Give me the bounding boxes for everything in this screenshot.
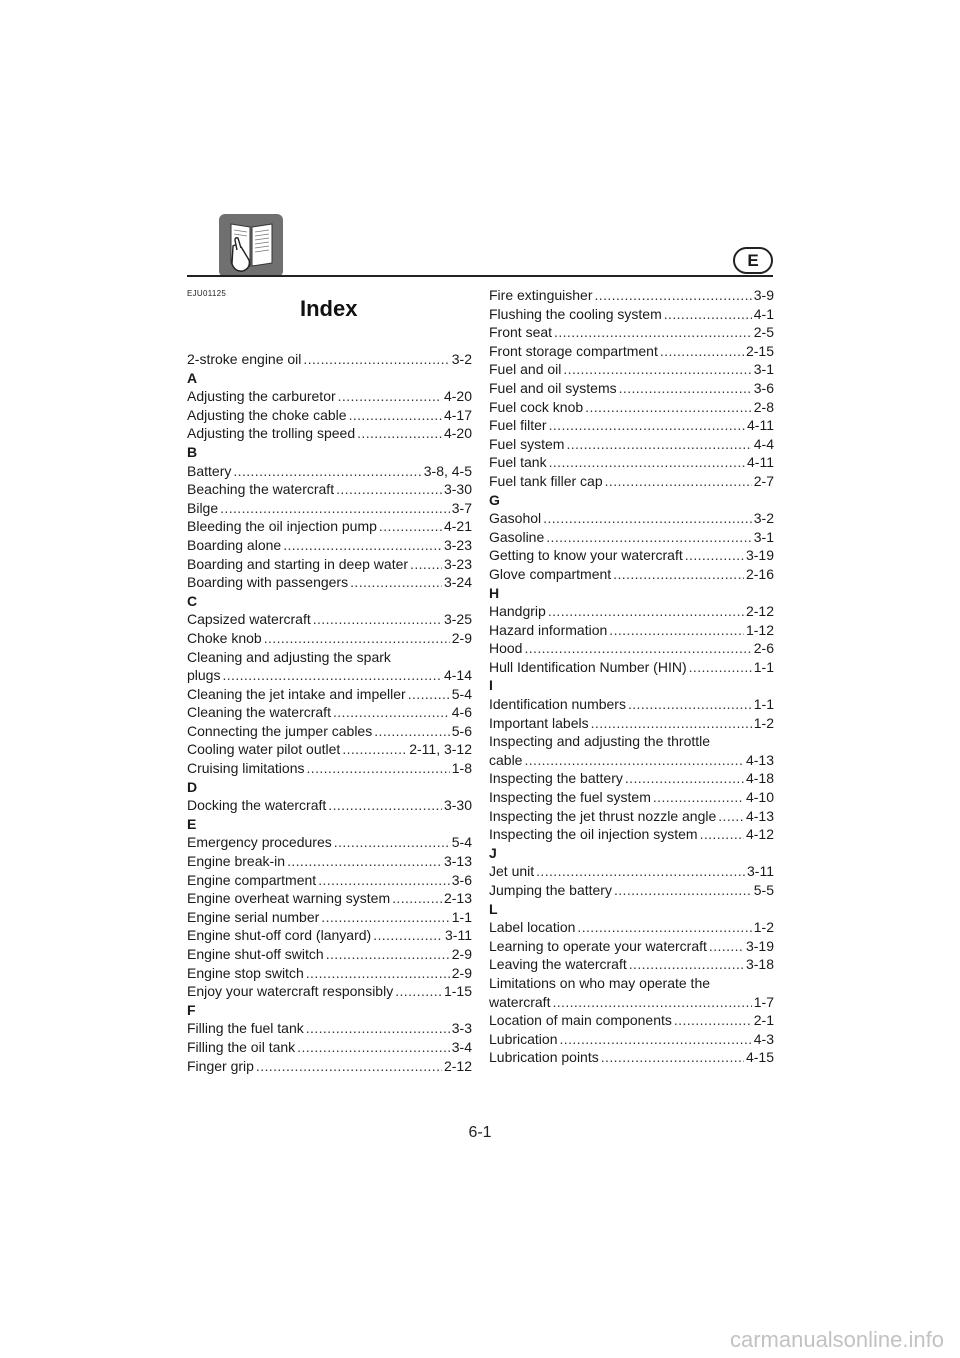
dot-leader [338,387,442,406]
index-entry-title: Capsized watercraft [187,611,311,628]
index-entry-title: Identification numbers [489,696,626,713]
index-entry-page: 4-15 [745,1049,774,1066]
index-entry-page: 1-2 [753,919,774,936]
dot-leader [336,480,442,499]
index-entry [489,658,774,677]
index-entry-page: 3-6 [451,871,472,888]
index-entry [187,573,472,592]
dot-leader [379,517,442,536]
index-entry [187,703,472,722]
index-entry [187,424,472,443]
dot-leader [524,751,744,770]
dot-leader [328,796,442,815]
index-entry-title: Lubrication [489,1030,558,1047]
dot-leader [357,424,442,443]
dot-leader [392,889,442,908]
index-entry [187,926,472,945]
dot-leader [318,871,450,890]
dot-leader [222,666,442,685]
section-code: EJU01125 [187,289,227,298]
index-entry-title: Adjusting the choke cable [187,406,347,423]
index-entry-title: Boarding alone [187,536,282,553]
dot-leader [660,342,744,361]
dot-leader [689,658,752,677]
index-entry-title: cable [489,751,523,768]
index-entry-title: Cruising limitations [187,760,305,777]
index-entry-title: Fuel and oil systems [489,379,617,396]
index-entry [187,499,472,518]
index-entry [187,480,472,499]
index-entry [489,621,774,640]
index-entry-title: Filling the fuel tank [187,1020,304,1037]
dot-leader [601,1048,744,1067]
index-entry-page: 1-1 [753,696,774,713]
dot-leader [577,918,751,937]
index-entry-title: Hull Identification Number (HIN) [489,658,687,675]
index-entry [489,714,774,733]
index-entry-title: Label location [489,919,576,936]
dot-leader [549,416,745,435]
dot-leader [625,769,744,788]
index-letter-heading: B [187,443,198,460]
dot-leader [591,714,752,733]
index-entry-page: 4-13 [745,807,774,824]
index-entry [489,602,774,621]
index-entry-page: 3-23 [443,555,472,572]
dot-leader [549,453,745,472]
index-entry-page: 2-15 [745,342,774,359]
index-entry-page: 4-11 [747,417,774,434]
dot-leader [605,472,752,491]
index-entry [489,528,774,547]
index-entry [187,852,472,871]
index-entry [187,610,472,629]
page-number: 6-1 [468,1124,492,1141]
index-entry-page: 3-9 [753,287,774,303]
index-entry [187,462,472,481]
index-entry-page: 3-8, 4-5 [423,462,472,479]
index-entry [489,862,774,881]
dot-leader [287,852,442,871]
manual-hand-icon [219,214,283,277]
watermark: carmanualsonline.info [729,1327,944,1352]
index-entry [187,833,472,852]
index-entry [489,881,774,900]
index-entry-title: Emergency procedures [187,834,332,851]
index-entry-page: 2-12 [443,1057,472,1074]
index-entry-title: Inspecting the oil injection system [489,826,698,843]
index-letter-heading: D [187,778,198,795]
index-entry-title: Connecting the jumper cables [187,722,373,739]
dot-leader [333,703,450,722]
index-entry-title: Bilge [187,499,219,516]
index-entry-page: 3-30 [443,481,472,498]
index-entry-title: Adjusting the trolling speed [187,425,356,442]
index-entry [489,1030,774,1049]
dot-leader [313,610,442,629]
index-entry-page: 4-10 [745,789,774,806]
language-badge: E [733,247,773,274]
index-entry [187,536,472,555]
index-entry-title: Engine serial number [187,908,320,925]
index-entry-page: 2-6 [753,640,774,657]
index-entry [187,722,472,741]
dot-leader [560,1030,752,1049]
index-entry-title: Engine break-in [187,853,286,870]
index-entry-title: Hood [489,640,523,657]
index-entry [187,964,472,983]
index-entry-title: Inspecting the fuel system [489,789,651,806]
index-entry [489,323,774,342]
index-letter-heading: G [489,491,500,508]
index-entry-title: Leaving the watercraft [489,956,627,973]
index-entry [489,825,774,844]
dot-leader [536,862,745,881]
index-entry-title: Fuel and oil [489,361,562,378]
dot-leader [613,565,744,584]
index-entry [187,685,472,704]
dot-leader [653,788,744,807]
index-entry [187,871,472,890]
index-entry-title: Inspecting the battery [489,770,623,787]
index-entry [187,908,472,927]
index-entry-page: 2-9 [451,964,472,981]
index-letter-heading: A [187,369,198,386]
index-entry [187,740,472,759]
dot-leader [552,993,751,1012]
index-entry-page: 3-1 [753,528,774,545]
index-entry [187,1038,472,1057]
index-entry-page: 4-6 [451,704,472,721]
index-entry-page: 2-9 [451,946,472,962]
index-entry-page: 2-16 [745,565,774,582]
index-entry [489,379,774,398]
index-entry-page: 4-11 [747,454,774,471]
index-entry-page: 3-7 [451,499,472,516]
dot-leader [595,286,752,305]
index-entry-title: watercraft [489,993,551,1010]
index-entry-page: 3-11 [747,863,774,880]
dot-leader [233,462,421,481]
index-entry-page: 3-1 [753,361,774,378]
index-entry-page: 3-2 [451,351,472,367]
dot-leader [629,955,744,974]
index-entry-page: 1-8 [451,760,472,777]
index-entry-text: Limitations on who may operate the [489,974,711,991]
index-entry [489,546,774,565]
dot-leader [395,982,442,1001]
dot-leader [619,379,752,398]
index-entry [489,416,774,435]
index-entry-title: Engine overheat warning system [187,890,391,907]
index-entry [187,629,472,648]
index-entry-page: 3-4 [451,1038,472,1055]
index-entry-title: Engine shut-off cord (lanyard) [187,927,372,944]
index-letter-heading: E [187,815,197,832]
index-entry-title: Fuel tank filler cap [489,472,603,489]
index-entry-title: Getting to know your watercraft [489,547,683,564]
index-entry-title: Engine stop switch [187,964,304,981]
dot-leader [546,528,752,547]
header-rule [187,275,773,277]
index-entry-page: 4-3 [753,1030,774,1047]
index-entry-title: Location of main components [489,1012,672,1029]
dot-leader [524,639,751,658]
index-entry [187,982,472,1001]
index-entry-page: 1-1 [753,658,774,675]
dot-leader [306,759,449,778]
index-entry [489,788,774,807]
index-entry [187,796,472,815]
index-entry-title: Handgrip [489,603,546,620]
dot-leader [303,350,449,369]
index-entry-page: 1-1 [451,908,472,925]
index-entry-text: Inspecting and adjusting the throttle [489,733,711,750]
index-entry [187,1057,472,1076]
dot-leader [283,536,442,555]
index-entry-page: 3-25 [443,611,472,628]
index-entry [489,398,774,417]
index-entry-title: Hazard information [489,621,608,638]
index-entry-title: Front storage compartment [489,342,658,359]
index-letter-heading: L [489,900,498,917]
dot-leader [410,555,442,574]
dot-leader [326,945,450,964]
dot-leader [256,1057,442,1076]
index-entry-page: 4-12 [745,826,774,843]
index-entry-title: Fuel filter [489,417,547,434]
index-letter-heading: I [489,677,493,694]
index-entry [489,360,774,379]
index-entry-page: 2-5 [753,324,774,341]
index-entry-title: Engine compartment [187,871,317,888]
index-entry-title: Cooling water pilot outlet [187,741,341,758]
index-column-left [187,350,472,1075]
index-entry-page: 3-19 [745,937,774,954]
index-entry-page: 2-8 [753,398,774,415]
index-entry [187,666,472,685]
dot-leader [628,695,752,714]
index-entry-title: Boarding with passengers [187,574,349,591]
dot-leader [609,621,744,640]
index-entry-page: 1-12 [745,621,774,638]
dot-leader [321,908,449,927]
index-entry [489,937,774,956]
dot-leader [408,685,450,704]
index-entry-page: 3-23 [443,536,472,553]
index-entry [187,945,472,964]
index-entry-page: 4-20 [443,388,472,405]
dot-leader [563,360,751,379]
index-letter-heading: F [187,1001,196,1018]
index-entry [489,807,774,826]
index-entry-title: Fuel system [489,435,565,452]
dot-leader [297,1038,450,1057]
index-entry [489,1011,774,1030]
index-letter-heading: H [489,584,500,601]
index-entry [489,993,774,1012]
index-entry-page: 1-7 [753,993,774,1010]
dot-leader [220,499,450,518]
index-entry [489,565,774,584]
dot-leader [709,937,744,956]
index-entry-page: 3-11 [445,927,472,944]
index-letter-heading: C [187,592,198,609]
index-entry [187,555,472,574]
index-entry [489,751,774,770]
index-entry-page: 5-4 [451,685,472,702]
index-entry [489,639,774,658]
index-entry [489,918,774,937]
index-entry-title: Fuel tank [489,454,547,471]
index-entry-title: Fire extinguisher [489,287,593,303]
dot-leader [373,926,443,945]
index-entry-title: Adjusting the carburetor [187,388,336,405]
index-entry-title: Enjoy your watercraft responsibly [187,983,394,1000]
index-entry-page: 3-13 [443,853,472,870]
index-entry-page: 3-6 [753,379,774,396]
index-entry [489,305,774,324]
index-entry-title: Battery [187,462,232,479]
dot-leader [700,825,744,844]
index-entry-page: 4-14 [443,667,472,684]
dot-leader [374,722,450,741]
dot-leader [334,833,450,852]
index-entry-page: 3-19 [745,547,774,564]
index-entry-page: 3-24 [443,574,472,591]
index-entry-title: Learning to operate your watercraft [489,937,707,954]
index-entry-page: 5-5 [753,882,774,898]
index-entry-page: 4-13 [745,751,774,768]
index-entry-page: 3-3 [451,1020,472,1037]
dot-leader [585,398,752,417]
index-entry [489,342,774,361]
index-entry [187,350,472,369]
index-entry-page: 5-4 [451,834,472,851]
index-entry-title: Inspecting the jet thrust nozzle angle [489,807,717,824]
index-entry-title: Finger grip [187,1057,254,1074]
dot-leader [685,546,744,565]
index-entry [489,472,774,491]
index-entry-page: 4-18 [745,770,774,787]
dot-leader [342,740,407,759]
index-entry-text: Cleaning and adjusting the spark [187,648,391,665]
index-entry-page: 2-12 [745,603,774,620]
dot-leader [306,1019,450,1038]
index-entry-page: 2-1 [753,1012,774,1029]
index-entry [489,435,774,454]
index-entry-page: 3-2 [753,510,774,527]
index-entry [187,759,472,778]
index-entry [489,1048,774,1067]
index-entry-title: Fuel cock knob [489,398,584,415]
dot-leader [664,305,752,324]
dot-leader [349,406,442,425]
index-entry [489,509,774,528]
index-entry-title: Flushing the cooling system [489,305,662,322]
index-entry-title: Front seat [489,324,553,341]
dot-leader [548,602,744,621]
dot-leader [543,509,752,528]
index-entry-page: 3-30 [443,797,472,814]
index-entry-page: 2-13 [443,890,472,907]
index-entry [187,387,472,406]
dot-leader [350,573,442,592]
dot-leader [614,881,752,900]
index-entry-page: 4-20 [443,425,472,442]
index-entry-title: Choke knob [187,629,262,646]
index-entry-title: 2-stroke engine oil [187,351,302,367]
dot-leader [566,435,751,454]
dot-leader [554,323,752,342]
index-entry-title: Beaching the watercraft [187,481,335,498]
index-entry-title: Important labels [489,714,589,731]
index-entry-title: plugs [187,667,221,684]
index-entry-title: Jet unit [489,863,535,880]
index-entry [489,695,774,714]
index-entry [489,769,774,788]
index-entry [489,453,774,472]
index-entry [489,286,774,305]
index-entry-page: 2-7 [753,472,774,489]
index-letter-heading: J [489,844,497,861]
index-entry-page: 4-1 [753,305,774,322]
index-entry-title: Engine shut-off switch [187,946,324,962]
index-entry [187,1019,472,1038]
page-title: Index [300,296,358,321]
index-entry-title: Boarding and starting in deep water [187,555,409,572]
index-column-right [489,286,774,1067]
index-entry-title: Filling the oil tank [187,1038,296,1055]
index-entry-page: 3-18 [745,956,774,973]
index-entry-page: 2-11, 3-12 [409,741,472,758]
index-entry-title: Gasohol [489,510,542,527]
index-entry-page: 4-4 [753,435,774,452]
index-entry-page: 5-6 [451,722,472,739]
index-entry [187,517,472,536]
index-entry [187,406,472,425]
index-entry-title: Docking the watercraft [187,797,327,814]
index-entry-title: Lubrication points [489,1049,599,1066]
index-entry [489,955,774,974]
index-entry-title: Jumping the battery [489,882,612,898]
index-entry-page: 2-9 [451,629,472,646]
index-entry-title: Cleaning the watercraft [187,704,331,721]
index-entry-title: Bleeding the oil injection pump [187,518,377,535]
index-entry-page: 1-15 [443,983,472,1000]
dot-leader [674,1011,752,1030]
index-entry-page: 4-17 [443,406,472,423]
dot-leader [264,629,450,648]
index-entry-title: Glove compartment [489,565,612,582]
index-entry-title: Cleaning the jet intake and impeller [187,685,406,702]
dot-leader [306,964,450,983]
index-entry-page: 4-21 [443,518,472,535]
index-entry-page: 1-2 [753,714,774,731]
index-entry [187,889,472,908]
dot-leader [718,807,744,826]
index-entry-title: Gasoline [489,528,545,545]
